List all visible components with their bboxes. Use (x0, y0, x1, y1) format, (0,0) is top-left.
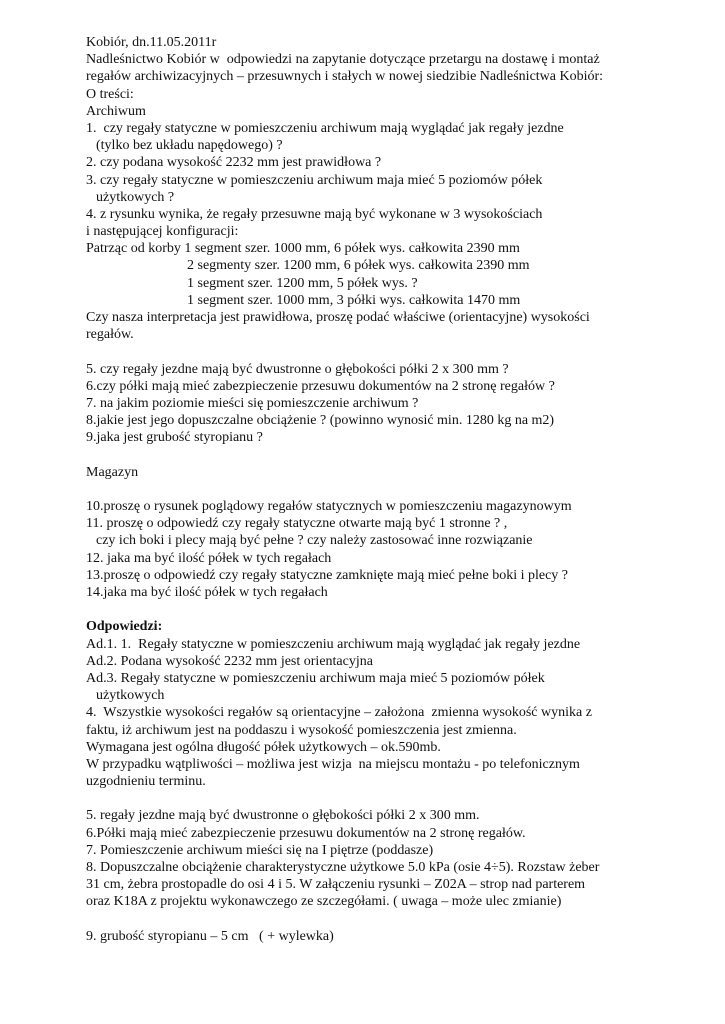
o-tresci-label: O treści: (86, 86, 134, 102)
blank-line (86, 447, 711, 464)
blank-line (86, 911, 711, 928)
intro-line-1: Nadleśnictwo Kobiór w odpowiedzi na zapytanie dotyczące przetargu na dostawę i montaż (86, 52, 600, 68)
question-14: 14.jaka ma być ilość półek w tych regałach (86, 585, 328, 600)
answer-4-line-4: W przypadku wątpliwości – możliwa jest wizja na miejscu montażu - po telefonicznym (86, 756, 580, 772)
answer-5: 5. regały jezdne mają być dwustronne o głębokości półki 2 x 300 mm. (86, 808, 480, 824)
answer-8-line-2: 31 cm, żebra prostopadle do osi 4 i 5. W załączeniu rysunki – Z02A – strop nad parterem (86, 877, 586, 893)
question-6: 6.czy półki mają mieć zabezpieczenie przesuwu dokumentów na 2 stronę regałów ? (86, 378, 555, 394)
question-4-line-1: 4. z rysunku wynika, że regały przesuwne mają być wykonane w 3 wysokościach (86, 206, 543, 222)
question-13: 13.proszę o odpowiedź czy regały statyczne zamknięte mają mieć pełne boki i plecy ? (86, 567, 569, 583)
answer-4-line-2: faktu, iż archiwum jest na poddaszu i wysokość pomieszczenia jest zmienna. (86, 722, 517, 738)
question-9: 9.jaka jest grubość styropianu ? (86, 430, 263, 446)
question-12: 12. jaka ma być ilość półek w tych regałach (86, 550, 332, 566)
question-2: 2. czy podana wysokość 2232 mm jest prawidłowa ? (86, 155, 382, 171)
place-date: Kobiór, dn.11.05.2011r (86, 35, 217, 50)
blank-line (86, 601, 711, 618)
question-1-line-1: 1. czy regały statyczne w pomieszczeniu archiwum mają wyglądać jak regały jezdne (86, 120, 564, 136)
answer-6: 6.Półki mają mieć zabezpieczenie przesuwu dokumentów na 2 stronę regałów. (86, 825, 526, 841)
answer-8-line-3: oraz K18A z projektu wykonawczego ze szczegółami. ( uwaga – może ulec zmianie) (86, 894, 562, 910)
answer-8-line-1: 8. Dopuszczalne obciążenie charakterystyczne użytkowe 5.0 kPa (osie 4÷5). Rozstaw żeber (86, 860, 600, 875)
answer-4-line-1: 4. Wszystkie wysokości regałów są orientacyjne – założona zmienna wysokość wynika z (86, 705, 592, 721)
archiwum-heading: Archiwum (86, 103, 146, 119)
question-5: 5. czy regały jezdne mają być dwustronne o głębokości półki 2 x 300 mm ? (86, 361, 509, 377)
answer-3-line-2: użytkowych (96, 688, 165, 704)
blank-line (86, 481, 711, 498)
question-1-line-2: (tylko bez układu napędowego) ? (96, 138, 283, 154)
answer-9: 9. grubość styropianu – 5 cm ( + wylewka) (86, 928, 334, 944)
question-4-line-5: 1 segment szer. 1200 mm, 5 półek wys. ? (187, 275, 418, 291)
magazyn-heading: Magazyn (86, 464, 139, 480)
question-11-line-1: 11. proszę o odpowiedź czy regały statyczne otwarte mają być 1 stronne ? , (86, 516, 508, 532)
answer-1: Ad.1. 1. Regały statyczne w pomieszczeniu archiwum mają wyglądać jak regały jezdne (86, 636, 581, 652)
question-3-line-2: użytkowych ? (96, 189, 175, 205)
question-4-line-2: i następującej konfiguracji: (86, 224, 239, 240)
question-10: 10.proszę o rysunek poglądowy regałów statycznych w pomieszczeniu magazynowym (86, 499, 572, 515)
answer-4-line-5: uzgodnieniu terminu. (86, 774, 206, 790)
question-4-line-3: Patrząc od korby 1 segment szer. 1000 mm, 6 półek wys. całkowita 2390 mm (86, 241, 520, 257)
question-11-line-2: czy ich boki i plecy mają być pełne ? czy należy zastosować inne rozwiązanie (96, 533, 533, 549)
answer-7: 7. Pomieszczenie archiwum mieści się na I piętrze (poddasze) (86, 842, 434, 858)
odpowiedzi-heading: Odpowiedzi: (86, 619, 163, 635)
question-3-line-1: 3. czy regały statyczne w pomieszczeniu archiwum maja mieć 5 poziomów półek (86, 172, 543, 188)
document-page (86, 34, 711, 945)
intro-line-2: regałów archiwizacyjnych – przesuwnych i stałych w nowej siedzibie Nadleśnictwa Kobiór: (86, 69, 604, 85)
question-4-line-8: regałów. (86, 327, 134, 343)
question-4-line-4: 2 segmenty szer. 1200 mm, 6 półek wys. całkowita 2390 mm (187, 258, 530, 274)
answer-3-line-1: Ad.3. Regały statyczne w pomieszczeniu archiwum maja mieć 5 poziomów półek (86, 670, 545, 686)
question-4-line-6: 1 segment szer. 1000 mm, 3 półki wys. całkowita 1470 mm (187, 292, 521, 308)
answer-2: Ad.2. Podana wysokość 2232 mm jest orientacyjna (86, 653, 373, 669)
question-4-line-7: Czy nasza interpretacja jest prawidłowa, proszę podać właściwe (orientacyjne) wysokości (86, 310, 590, 325)
question-7: 7. na jakim poziomie mieści się pomieszczenie archiwum ? (86, 395, 419, 411)
blank-line (86, 790, 711, 807)
blank-line (86, 343, 711, 360)
question-8: 8.jakie jest jego dopuszczalne obciążenie ? (powinno wynosić min. 1280 kg na m2) (86, 413, 555, 429)
answer-4-line-3: Wymagana jest ogólna długość półek użytkowych – ok.590mb. (86, 739, 441, 755)
